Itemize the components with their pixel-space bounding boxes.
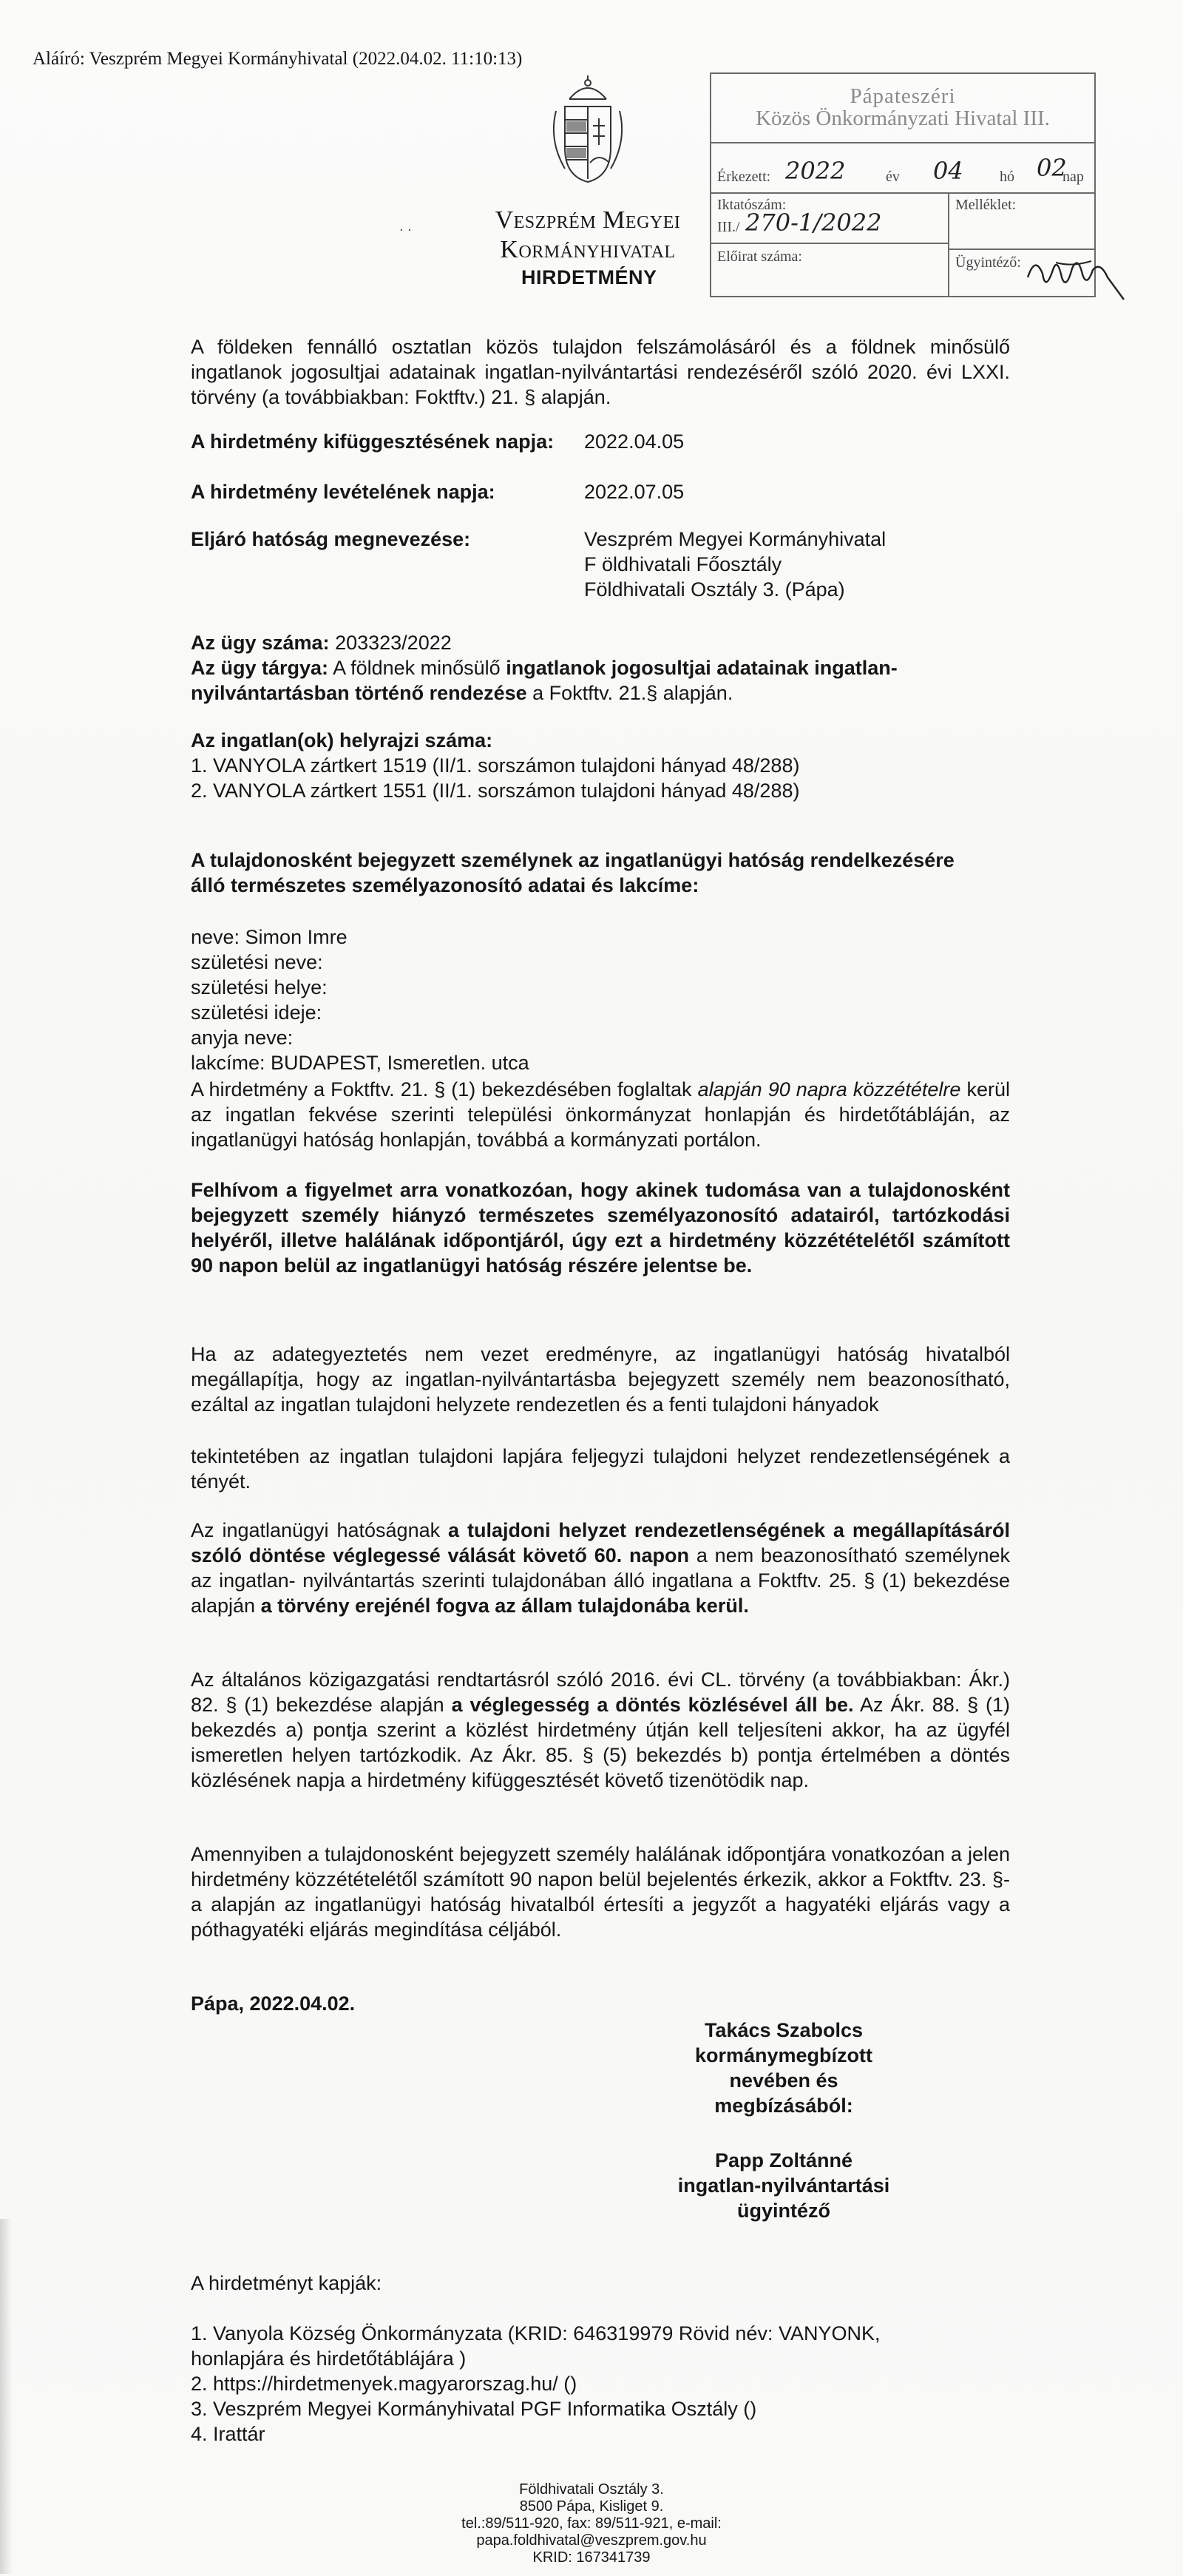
signer-line: Aláíró: Veszprém Megyei Kormányhivatal (2022.04.02. 11:10:13) <box>33 49 523 69</box>
intro-paragraph: A földeken fennálló osztatlan közös tulajdon felszámolásáról és a földnek minősülő ingatlanok jogosultjai adatainak ingatlan-nyilvántartási rendezéséről szóló 2020. évi LXXI. törvény (a továbbiakban: Foktftv.) 21. § alapján. <box>191 336 1010 408</box>
stamp-received-label: Érkezett: <box>717 169 771 185</box>
registration-paragraph-continued: tekintetében az ingatlan tulajdoni lapjára feljegyzi tulajdoni helyzet rendezetlenségének a tényét. <box>191 1445 1010 1492</box>
notice-paragraph: Felhívom a figyelmet arra vonatkozóan, hogy akinek tudomása van a tulajdonosként bejegyzett személy hiányzó természetes személyazonosító adatairól, tartózkodási helyéről, illetve halálának időpontjáról, úgy ezt a hirdetmény közzétételétől számított 90 napon belül az ingatlanügyi hatóság részére jelentse be. <box>191 1179 1010 1277</box>
stamp-received-month: 04 <box>933 157 963 185</box>
owner-name: neve: Simon Imre <box>191 926 348 948</box>
registration-paragraph: Ha az adategyeztetés nem vezet eredményre, az ingatlanügyi hatóság hivatalból megállapítja, hogy az ingatlan-nyilvántartásba bejegyzett személy nem beazonosítható, ezáltal az ingatlan tulajdoni helyzete rendezetlen és a fenti tulajdoni hányadok <box>191 1343 1010 1416</box>
parcel-item: 2. VANYOLA zártkert 1551 (II/1. sorszámon tulajdoni hányad 48/288) <box>191 780 800 802</box>
stamp-day-label: nap <box>1062 169 1084 185</box>
owner-mother-name: anyja neve: <box>191 1027 294 1049</box>
stamp-column-divider <box>948 192 949 296</box>
recipient-item: 4. Irattár <box>191 2423 265 2445</box>
footer-line-4: KRID: 167341739 <box>532 2549 651 2566</box>
case-number-value: 203323/2022 <box>335 632 452 654</box>
organization-line-2: Kormányhivatal <box>500 236 676 263</box>
stamp-received-year: 2022 <box>785 157 846 185</box>
stamp-month-label: hó <box>1000 169 1014 185</box>
authority-line-3: Földhivatali Osztály 3. (Pápa) <box>584 578 845 601</box>
stamp-filing-number: 270-1/2022 <box>745 209 882 237</box>
recipient-item: 1. Vanyola Község Önkormányzata (KRID: 646319979 Rövid név: VANYONK, <box>191 2322 881 2345</box>
recipient-item: 2. https://hirdetmenyek.magyarorszag.hu/ () <box>191 2373 577 2395</box>
stamp-filing-label: Iktatószám: <box>717 197 787 213</box>
finality-text-a: Az általános közigazgatási rendtartásról szóló 2016. évi CL. törvény (a továbbiakban: Ákr.) 82. § (1) bekezdése alapján <box>191 1669 1010 1716</box>
stamp-title-2: Közös Önkormányzati Hivatal III. <box>756 107 1050 130</box>
owner-birth-name: születési neve: <box>191 951 323 973</box>
owner-heading-line-2: álló természetes személyazonosító adatai és lakcíme: <box>191 874 699 896</box>
owner-birth-place: születési helye: <box>191 976 328 998</box>
owner-birth-date: születési ideje: <box>191 1001 322 1024</box>
posting-date-value: 2022.04.05 <box>584 430 685 453</box>
case-number-label: Az ügy száma: <box>191 632 330 654</box>
signatory-on-behalf: nevében és <box>729 2069 838 2092</box>
stamp-divider <box>711 142 1094 143</box>
owner-heading-line-1: A tulajdonosként bejegyzett személynek az ingatlanügyi hatóság rendelkezésére <box>191 849 955 871</box>
finality-text-b: a véglegesség a döntés közlésével áll be. <box>451 1694 854 1716</box>
footer-line-2: 8500 Pápa, Kisliget 9. <box>519 2498 664 2515</box>
stamp-year-label: év <box>886 169 900 185</box>
finality-paragraph <box>191 1667 1010 1793</box>
removal-date-value: 2022.07.05 <box>584 481 685 503</box>
owner-address: lakcíme: BUDAPEST, Ismeretlen. utca <box>191 1052 529 1074</box>
stamp-received-day: 02 <box>1037 154 1067 182</box>
authority-line-1: Veszprém Megyei Kormányhivatal <box>584 528 887 550</box>
clerk-title-1: ingatlan-nyilvántartási <box>677 2174 890 2197</box>
authority-line-2: F öldhivatali Főosztály <box>584 553 782 575</box>
state-ownership-text-b: a tulajdoni helyzet rendezetlenségének a megállapításáról szóló döntése véglegessé válását követő 60. napon <box>191 1519 1010 1566</box>
removal-date-label: A hirdetmény levételének napja: <box>191 481 495 503</box>
clerk-name: Papp Zoltánné <box>714 2149 852 2171</box>
signatory-title: kormánymegbízott <box>694 2044 873 2066</box>
organization-name <box>473 206 702 265</box>
state-ownership-text-d: a törvény erejénél fogva az állam tulajdonába kerül. <box>260 1595 749 1617</box>
authority-name <box>584 527 886 602</box>
owner-heading <box>191 848 955 898</box>
stamp-title-1: Pápateszéri <box>850 84 956 108</box>
parcels-heading: Az ingatlan(ok) helyrajzi száma: <box>191 729 493 751</box>
publication-text-b: alapján 90 napra közzétételre <box>697 1078 961 1101</box>
case-number-line <box>191 630 452 655</box>
stamp-clerk-label: Ügyintéző: <box>955 254 1021 271</box>
posting-date-label: A hirdetmény kifüggesztésének napja: <box>191 430 555 453</box>
signatory-name: Takács Szabolcs <box>704 2019 864 2041</box>
footer-line-1: Földhivatali Osztály 3. <box>519 2481 664 2498</box>
recipients-heading: A hirdetményt kapják: <box>191 2272 382 2294</box>
recipients-list <box>191 2321 1010 2447</box>
state-ownership-text-a: Az ingatlanügyi hatóságnak <box>191 1519 441 1541</box>
case-subject-tail: a Foktftv. 21.§ alapján. <box>532 682 733 704</box>
case-subject-normal: A földnek minősülő <box>333 657 501 679</box>
document-title: HIRDETMÉNY <box>521 266 657 288</box>
coat-of-arms-icon <box>547 74 628 185</box>
recipient-item: honlapjára és hirdetőtáblájára ) <box>191 2347 467 2370</box>
stamp-divider <box>711 243 948 244</box>
parcels-list <box>191 753 799 803</box>
stamp-filing-prefix: III./ <box>717 219 740 235</box>
footer-line-3: tel.:89/511-920, fax: 89/511-921, e-mail: papa.foldhivatal@veszprem.gov.hu <box>461 2515 722 2549</box>
stamp-preceding-label: Előirat száma: <box>717 249 802 265</box>
authority-label: Eljáró hatóság megnevezése: <box>191 528 471 550</box>
publication-text-a: A hirdetmény a Foktftv. 21. § (1) bekezdésében foglaltak <box>191 1078 692 1101</box>
signatory-mandate: megbízásából: <box>714 2095 853 2117</box>
stamp-attachment-label: Melléklet: <box>955 197 1017 213</box>
organization-line-1: Veszprém Megyei <box>495 206 681 234</box>
case-subject <box>191 655 1010 706</box>
clerk-title-2: ügyintéző <box>737 2200 830 2222</box>
scan-edge-shadow <box>0 2219 12 2574</box>
case-subject-label: Az ügy tárgya: <box>191 657 329 679</box>
footer <box>414 2481 769 2566</box>
parcel-item: 1. VANYOLA zártkert 1519 (II/1. sorszámon tulajdoni hányad 48/288) <box>191 754 800 777</box>
state-ownership-text-c: a nem beazonosítható személynek az ingatlan- nyilvántartás szerinti tulajdonában álló ingatlana a Foktftv. 25. § (1) bekezdése alapján <box>191 1544 1011 1617</box>
finality-text-c: Az Ákr. 88. § (1) bekezdés a) pontja szerint a közlést hirdetmény útján kell teljesíteni akkor, ha az ügyfél ismeretlen helyen tartózkodik. Az Ákr. 85. § (5) bekezdés b) pontja értelmében a döntés közlésének napja a hirdetmény kifüggesztését követő tizenötödik nap. <box>191 1694 1010 1791</box>
handwritten-signature-icon <box>1020 248 1131 307</box>
state-ownership-paragraph <box>191 1518 1010 1618</box>
signature-block <box>651 2018 917 2223</box>
case-subject-bold-1: ingatlanok jogosultjai adatainak ingatlan- <box>506 657 898 679</box>
stamp-divider <box>711 192 1094 194</box>
publication-text-c: kerül az ingatlan fekvése szerinti települési önkormányzat honlapján és hirdetőtábláján, az ingatlanügyi hatóság honlapján, továbbá a kormányzati portálon. <box>191 1078 1010 1151</box>
place-date: Pápa, 2022.04.02. <box>191 1992 356 2015</box>
decorative-dots: . . <box>399 218 412 234</box>
owner-details <box>191 924 529 1075</box>
probate-paragraph: Amennyiben a tulajdonosként bejegyzett személy halálának időpontjára vonatkozóan a jelen hirdetmény közzétételétől számított 90 napon belül bejelentés érkezik, akkor a Foktftv. 23. §-a alapján az ingatlanügyi hatóság hivatalból értesíti a jegyzőt a hagyatéki eljárás vagy a póthagyatéki eljárás megindítása céljából. <box>191 1843 1010 1941</box>
publication-paragraph <box>191 1077 1010 1152</box>
case-subject-bold-2: nyilvántartásban történő rendezése <box>191 682 527 704</box>
recipient-item: 3. Veszprém Megyei Kormányhivatal PGF Informatika Osztály () <box>191 2398 757 2420</box>
